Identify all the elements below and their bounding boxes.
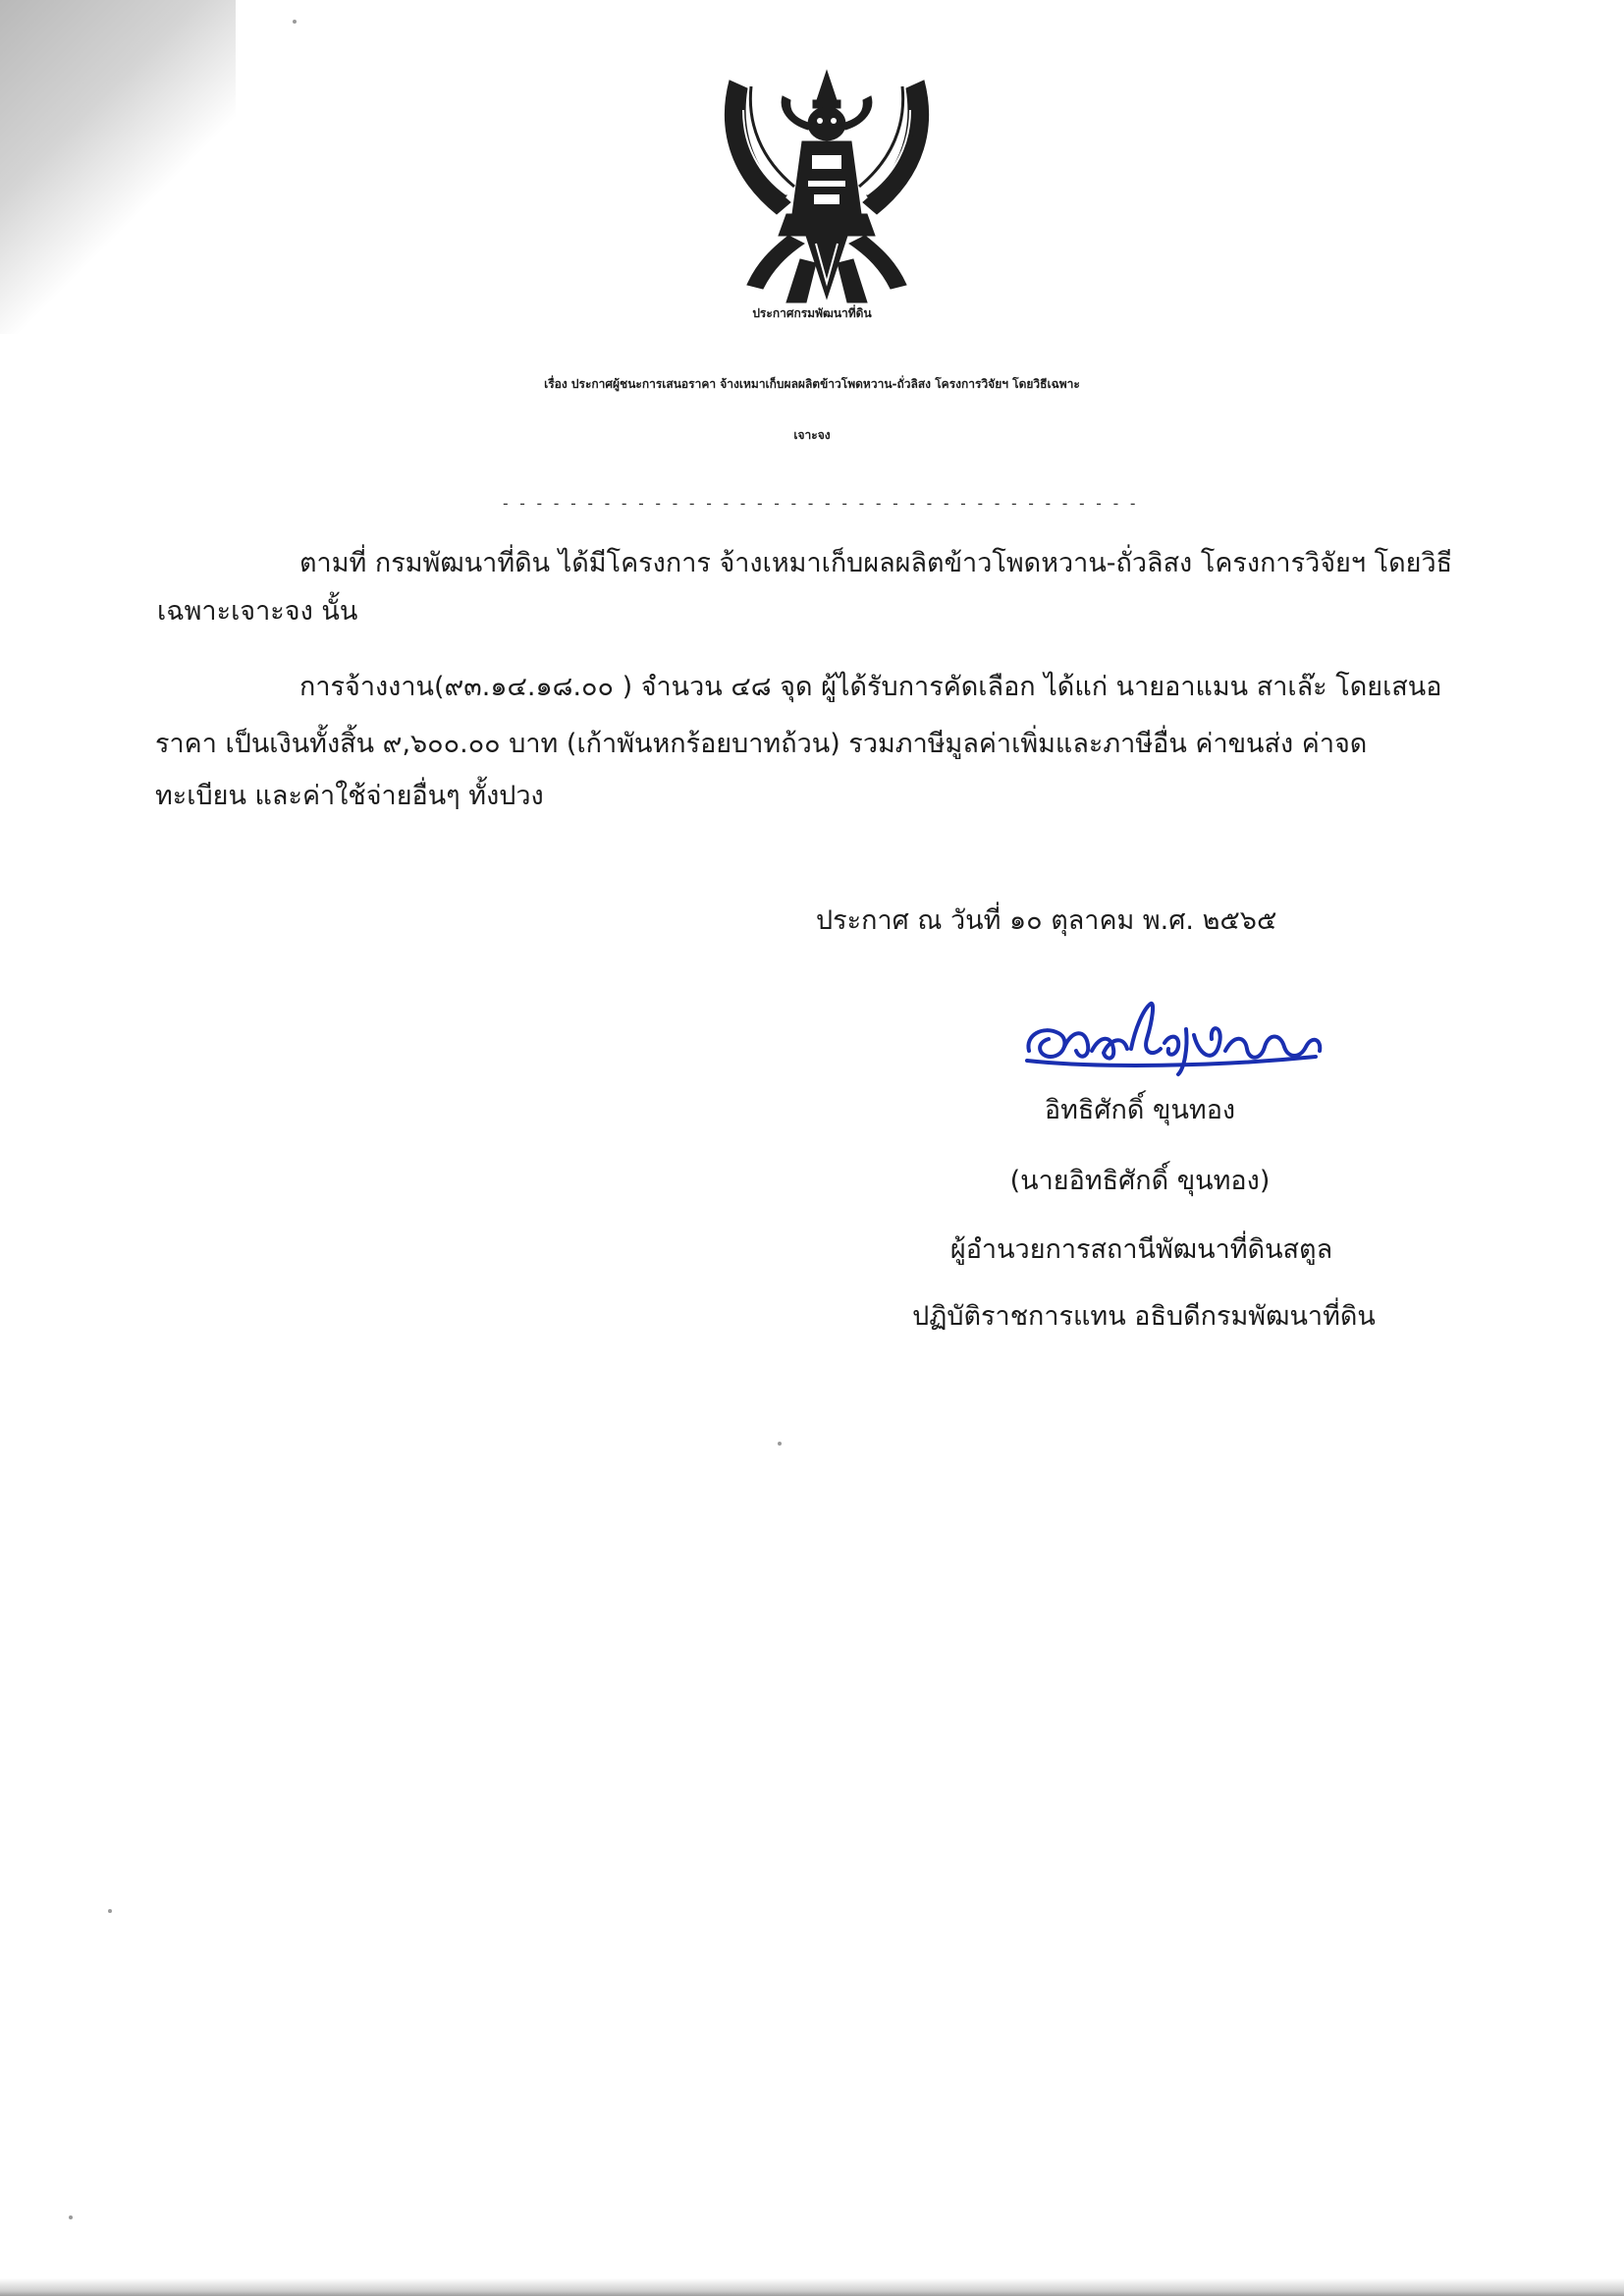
garuda-emblem-icon [718,67,936,306]
scan-shadow-corner [0,0,236,334]
handwritten-signature [1021,1000,1335,1078]
scan-speck [778,1442,782,1446]
scan-speck [108,1909,112,1913]
signatory-name-parenthetical: (นายอิทธิศักดิ์ ขุนทอง) [1009,1166,1271,1196]
announcement-date: ประกาศ ณ วันที่ ๑๐ ตุลาคม พ.ศ. ๒๕๖๕ [816,905,1277,936]
scan-speck [69,2215,73,2219]
paragraph2-line3: ทะเบียน และค่าใช้จ่ายอื่นๆ ทั้งปวง [155,781,544,811]
announcement-subject-line2: เจาะจง [793,428,831,442]
signatory-position: ผู้อำนวยการสถานีพัฒนาที่ดินสตูล [949,1234,1333,1265]
signatory-name: อิทธิศักดิ์ ขุนทอง [1044,1095,1236,1125]
scan-speck [293,20,297,24]
announcement-agency-title: ประกาศกรมพัฒนาที่ดิน [752,306,872,320]
paragraph1-line2: เฉพาะเจาะจง นั้น [157,596,358,627]
paragraph2-line1: การจ้างงาน(๙๓.๑๔.๑๘.๐๐ ) จำนวน ๔๘ จุด ผู้ได้รับการคัดเลือก ได้แก่ นายอาแมน สาเล๊ะ โดยเสนอ [299,672,1442,702]
announcement-subject-line1: เรื่อง ประกาศผู้ชนะการเสนอราคา จ้างเหมาเก็บผลผลิตข้าวโพดหวาน-ถั่วลิสง โครงการวิจัยฯ โดยวิธีเฉพาะ [544,377,1080,391]
paragraph2-line2: ราคา เป็นเงินทั้งสิ้น ๙,๖๐๐.๐๐ บาท (เก้าพันหกร้อยบาทถ้วน) รวมภาษีมูลค่าเพิ่มและภาษีอื่น ค่าขนส่ง ค่าจด [155,729,1368,759]
title-divider [501,494,1145,513]
paragraph1-line1: ตามที่ กรมพัฒนาที่ดิน ได้มีโครงการ จ้างเหมาเก็บผลผลิตข้าวโพดหวาน-ถั่วลิสง โครงการวิจัยฯ โดยวิธี [299,548,1453,578]
scan-shadow-bottom [0,2278,1624,2296]
signatory-acting-for: ปฏิบัติราชการแทน อธิบดีกรมพัฒนาที่ดิน [912,1301,1376,1332]
